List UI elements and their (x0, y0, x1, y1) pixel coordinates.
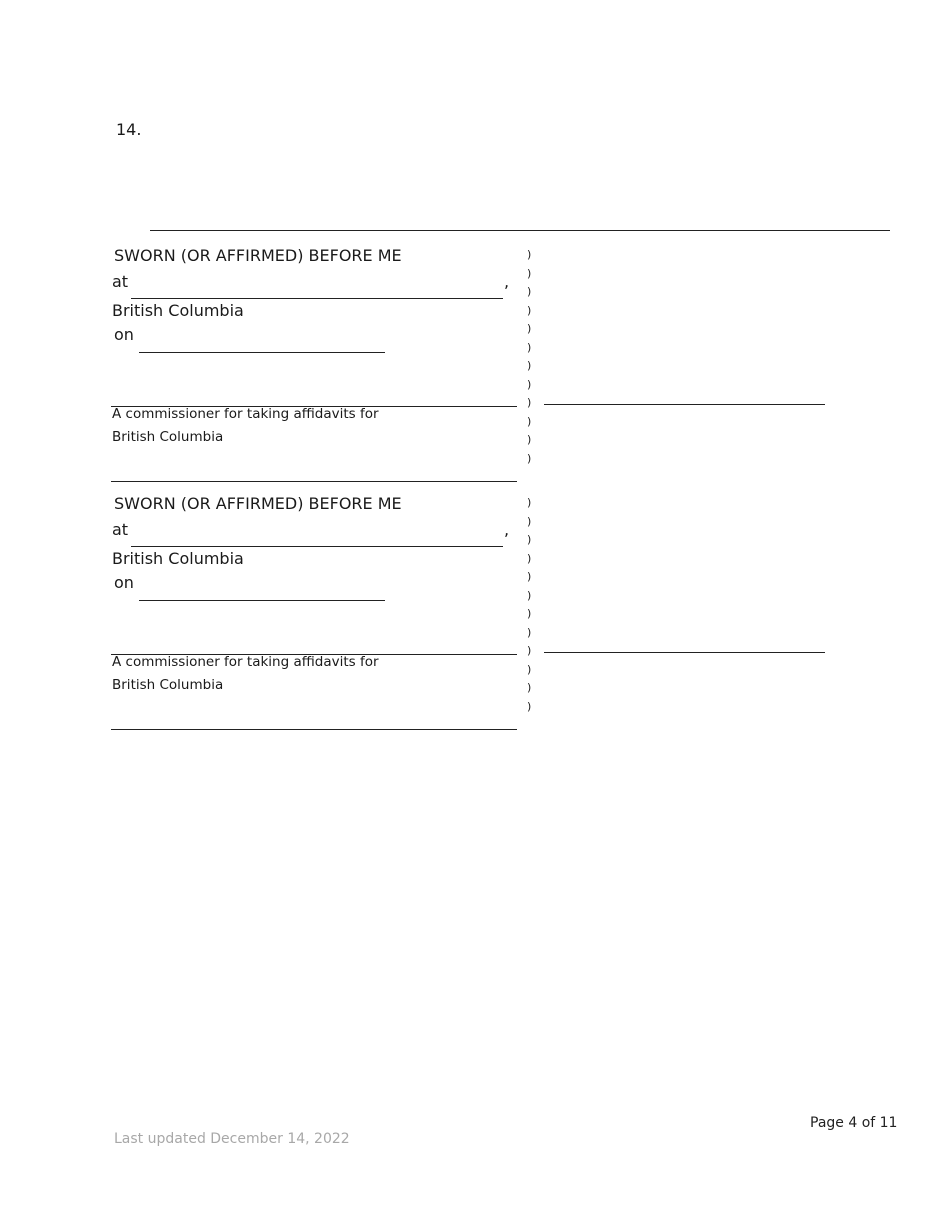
commissioner-signature-field[interactable] (111, 636, 517, 655)
commissioner-label-line1: A commissioner for taking affidavits for (112, 406, 379, 422)
bracket: ) (527, 340, 532, 354)
commissioner-label-line2: British Columbia (112, 429, 224, 445)
commissioner-label-line1: A commissioner for taking affidavits for (112, 654, 379, 670)
bracket: ) (527, 496, 532, 509)
province-label: British Columbia (112, 301, 244, 320)
bracket: ) (527, 377, 532, 391)
bracket: ) (527, 662, 532, 676)
deponent-signature-field[interactable] (544, 386, 825, 405)
bracket-column (527, 494, 537, 716)
paragraph-14-text-field[interactable] (150, 212, 890, 231)
bracket: ) (527, 303, 532, 317)
bracket: ) (527, 359, 532, 372)
comma: , (504, 272, 510, 291)
commissioner-name-field[interactable] (111, 711, 517, 730)
bracket: ) (527, 248, 532, 261)
bracket: ) (527, 396, 532, 409)
bracket: ) (527, 322, 532, 335)
deponent-signature-field[interactable] (544, 634, 825, 653)
province-label: British Columbia (112, 549, 244, 568)
comma: , (504, 520, 510, 539)
sworn-date-field[interactable] (139, 582, 385, 601)
last-updated-text: Last updated December 14, 2022 (114, 1131, 350, 1147)
bracket-column (527, 246, 537, 468)
bracket: ) (527, 266, 532, 280)
bracket: ) (527, 551, 532, 565)
bracket: ) (527, 699, 532, 713)
bracket: ) (527, 514, 532, 528)
bracket: ) (527, 588, 532, 602)
commissioner-signature-field[interactable] (111, 388, 517, 407)
at-label: at (112, 520, 129, 539)
bracket: ) (527, 433, 532, 446)
bracket: ) (527, 451, 532, 465)
bracket: ) (527, 533, 532, 546)
commissioner-name-field[interactable] (111, 463, 517, 482)
commissioner-label-line2: British Columbia (112, 677, 224, 693)
bracket: ) (527, 681, 532, 694)
bracket: ) (527, 285, 532, 298)
bracket: ) (527, 414, 532, 428)
bracket: ) (527, 625, 532, 639)
sworn-label: SWORN (OR AFFIRMED) BEFORE ME (114, 494, 402, 513)
sworn-location-field[interactable] (131, 528, 503, 547)
page-number: Page 4 of 11 (810, 1115, 898, 1131)
sworn-date-field[interactable] (139, 334, 385, 353)
paragraph-number: 14. (116, 120, 142, 139)
bracket: ) (527, 644, 532, 657)
sworn-location-field[interactable] (131, 280, 503, 299)
at-label: at (112, 272, 129, 291)
bracket: ) (527, 570, 532, 583)
on-label: on (114, 325, 134, 344)
on-label: on (114, 573, 134, 592)
sworn-label: SWORN (OR AFFIRMED) BEFORE ME (114, 246, 402, 265)
bracket: ) (527, 607, 532, 620)
